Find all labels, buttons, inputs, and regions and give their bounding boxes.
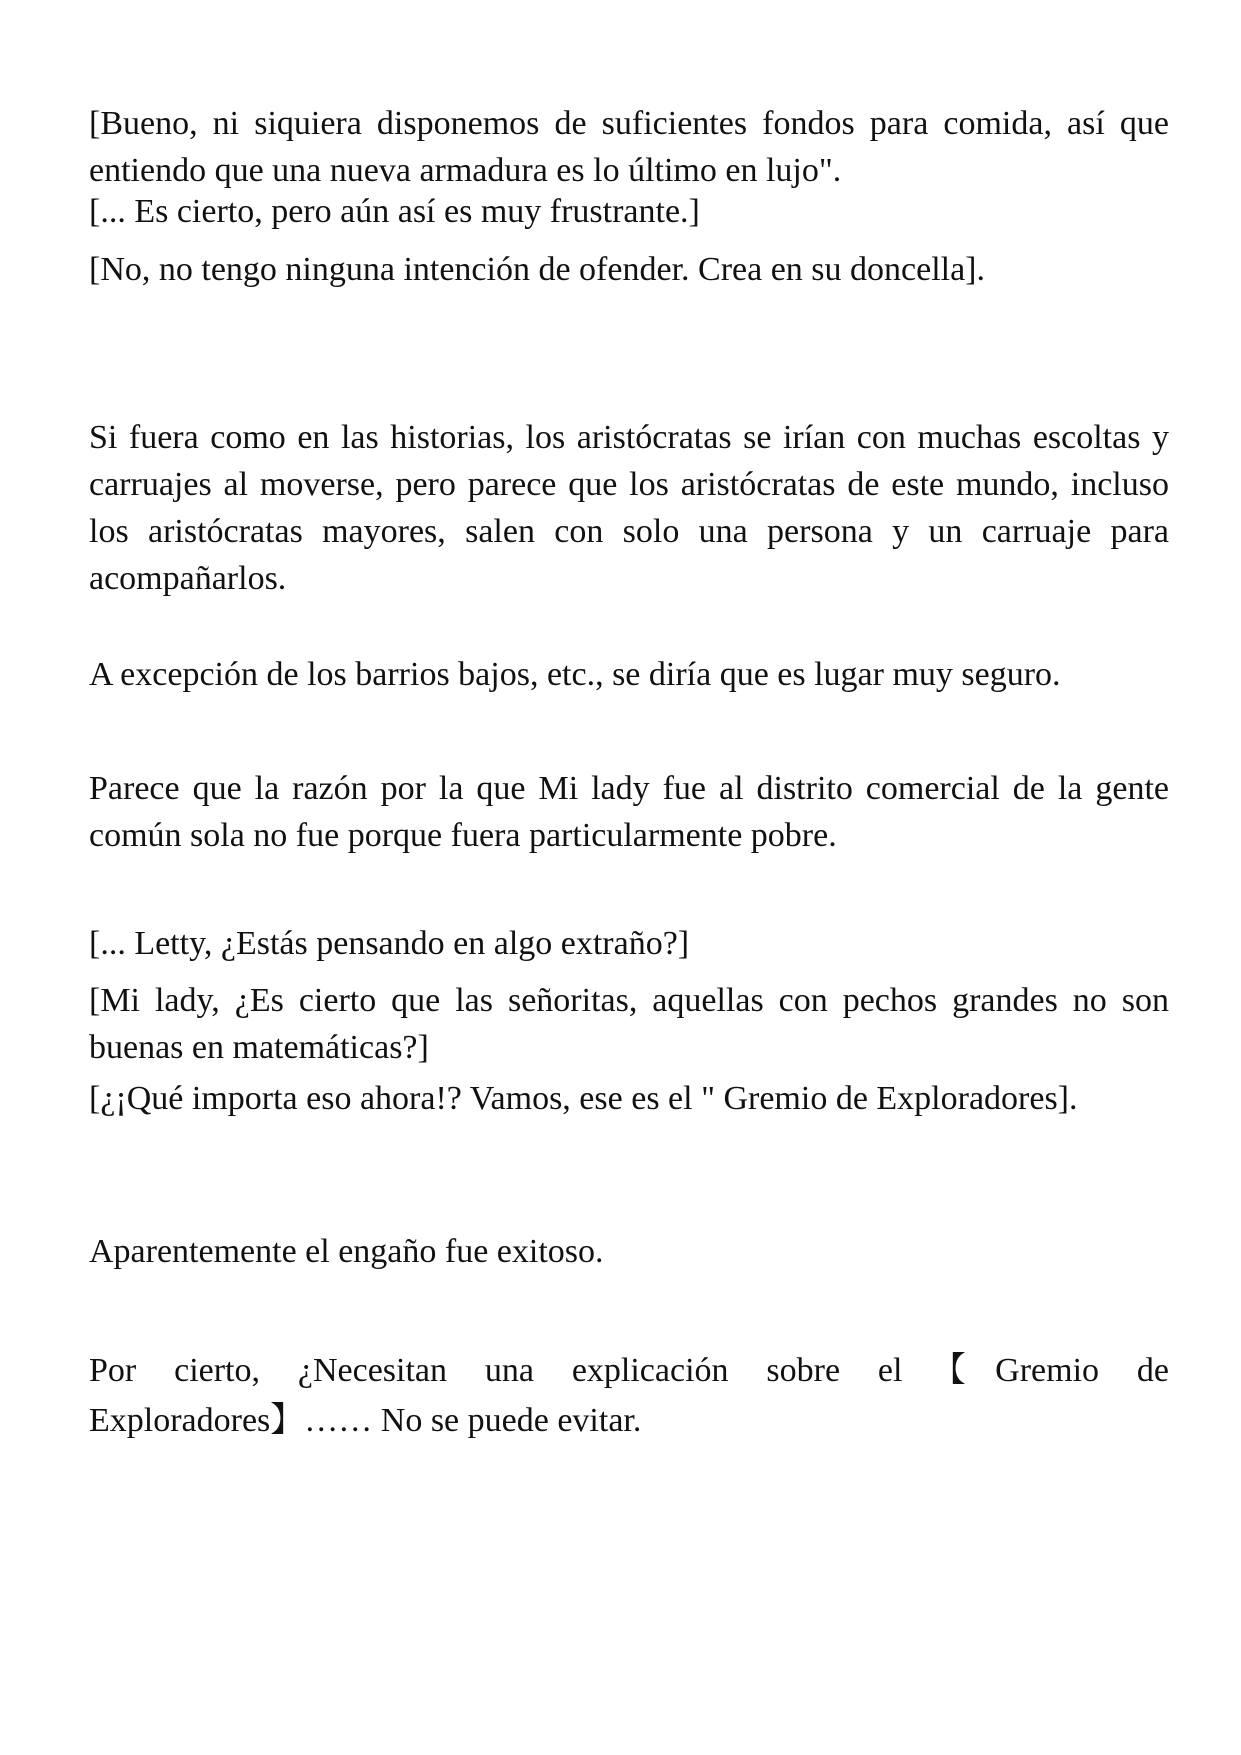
paragraph-explanation: Por cierto, ¿Necesitan una explicación sobre el【Gremio de Exploradores】…… No se puede evitar. bbox=[89, 1352, 1169, 1439]
paragraph-dialogue-maid: [No, no tengo ninguna intención de ofender. Crea en su doncella]. bbox=[89, 251, 986, 288]
paragraph-dialogue-funds: [Bueno, ni siquiera disponemos de suficientes fondos para comida, así que entiendo que una nueva armadura es lo último en lujo". bbox=[89, 105, 1169, 189]
paragraph-deception: Aparentemente el engaño fue exitoso. bbox=[89, 1233, 604, 1270]
document-page bbox=[89, 0, 1169, 1755]
paragraph-aristocrats: Si fuera como en las historias, los aristócratas se irían con muchas escoltas y carruajes al moverse, pero parece que los aristócratas de este mundo, incluso los aristócratas mayores, salen con solo una persona y un carruaje para acompañarlos. bbox=[89, 419, 1169, 597]
paragraph-slums: A excepción de los barrios bajos, etc., se diría que es lugar muy seguro. bbox=[89, 656, 1061, 693]
paragraph-dialogue-guild: [¿¡Qué importa eso ahora!? Vamos, ese es el " Gremio de Exploradores]. bbox=[89, 1080, 1078, 1117]
paragraph-dialogue-letty: [... Letty, ¿Estás pensando en algo extraño?] bbox=[89, 925, 690, 962]
paragraph-commercial-district: Parece que la razón por la que Mi lady fue al distrito comercial de la gente común sola no fue porque fuera particularmente pobre. bbox=[89, 770, 1169, 854]
paragraph-dialogue-mathematics: [Mi lady, ¿Es cierto que las señoritas, aquellas con pechos grandes no son buenas en matemáticas?] bbox=[89, 982, 1169, 1066]
paragraph-dialogue-frustrating: [... Es cierto, pero aún así es muy frustrante.] bbox=[89, 193, 700, 230]
